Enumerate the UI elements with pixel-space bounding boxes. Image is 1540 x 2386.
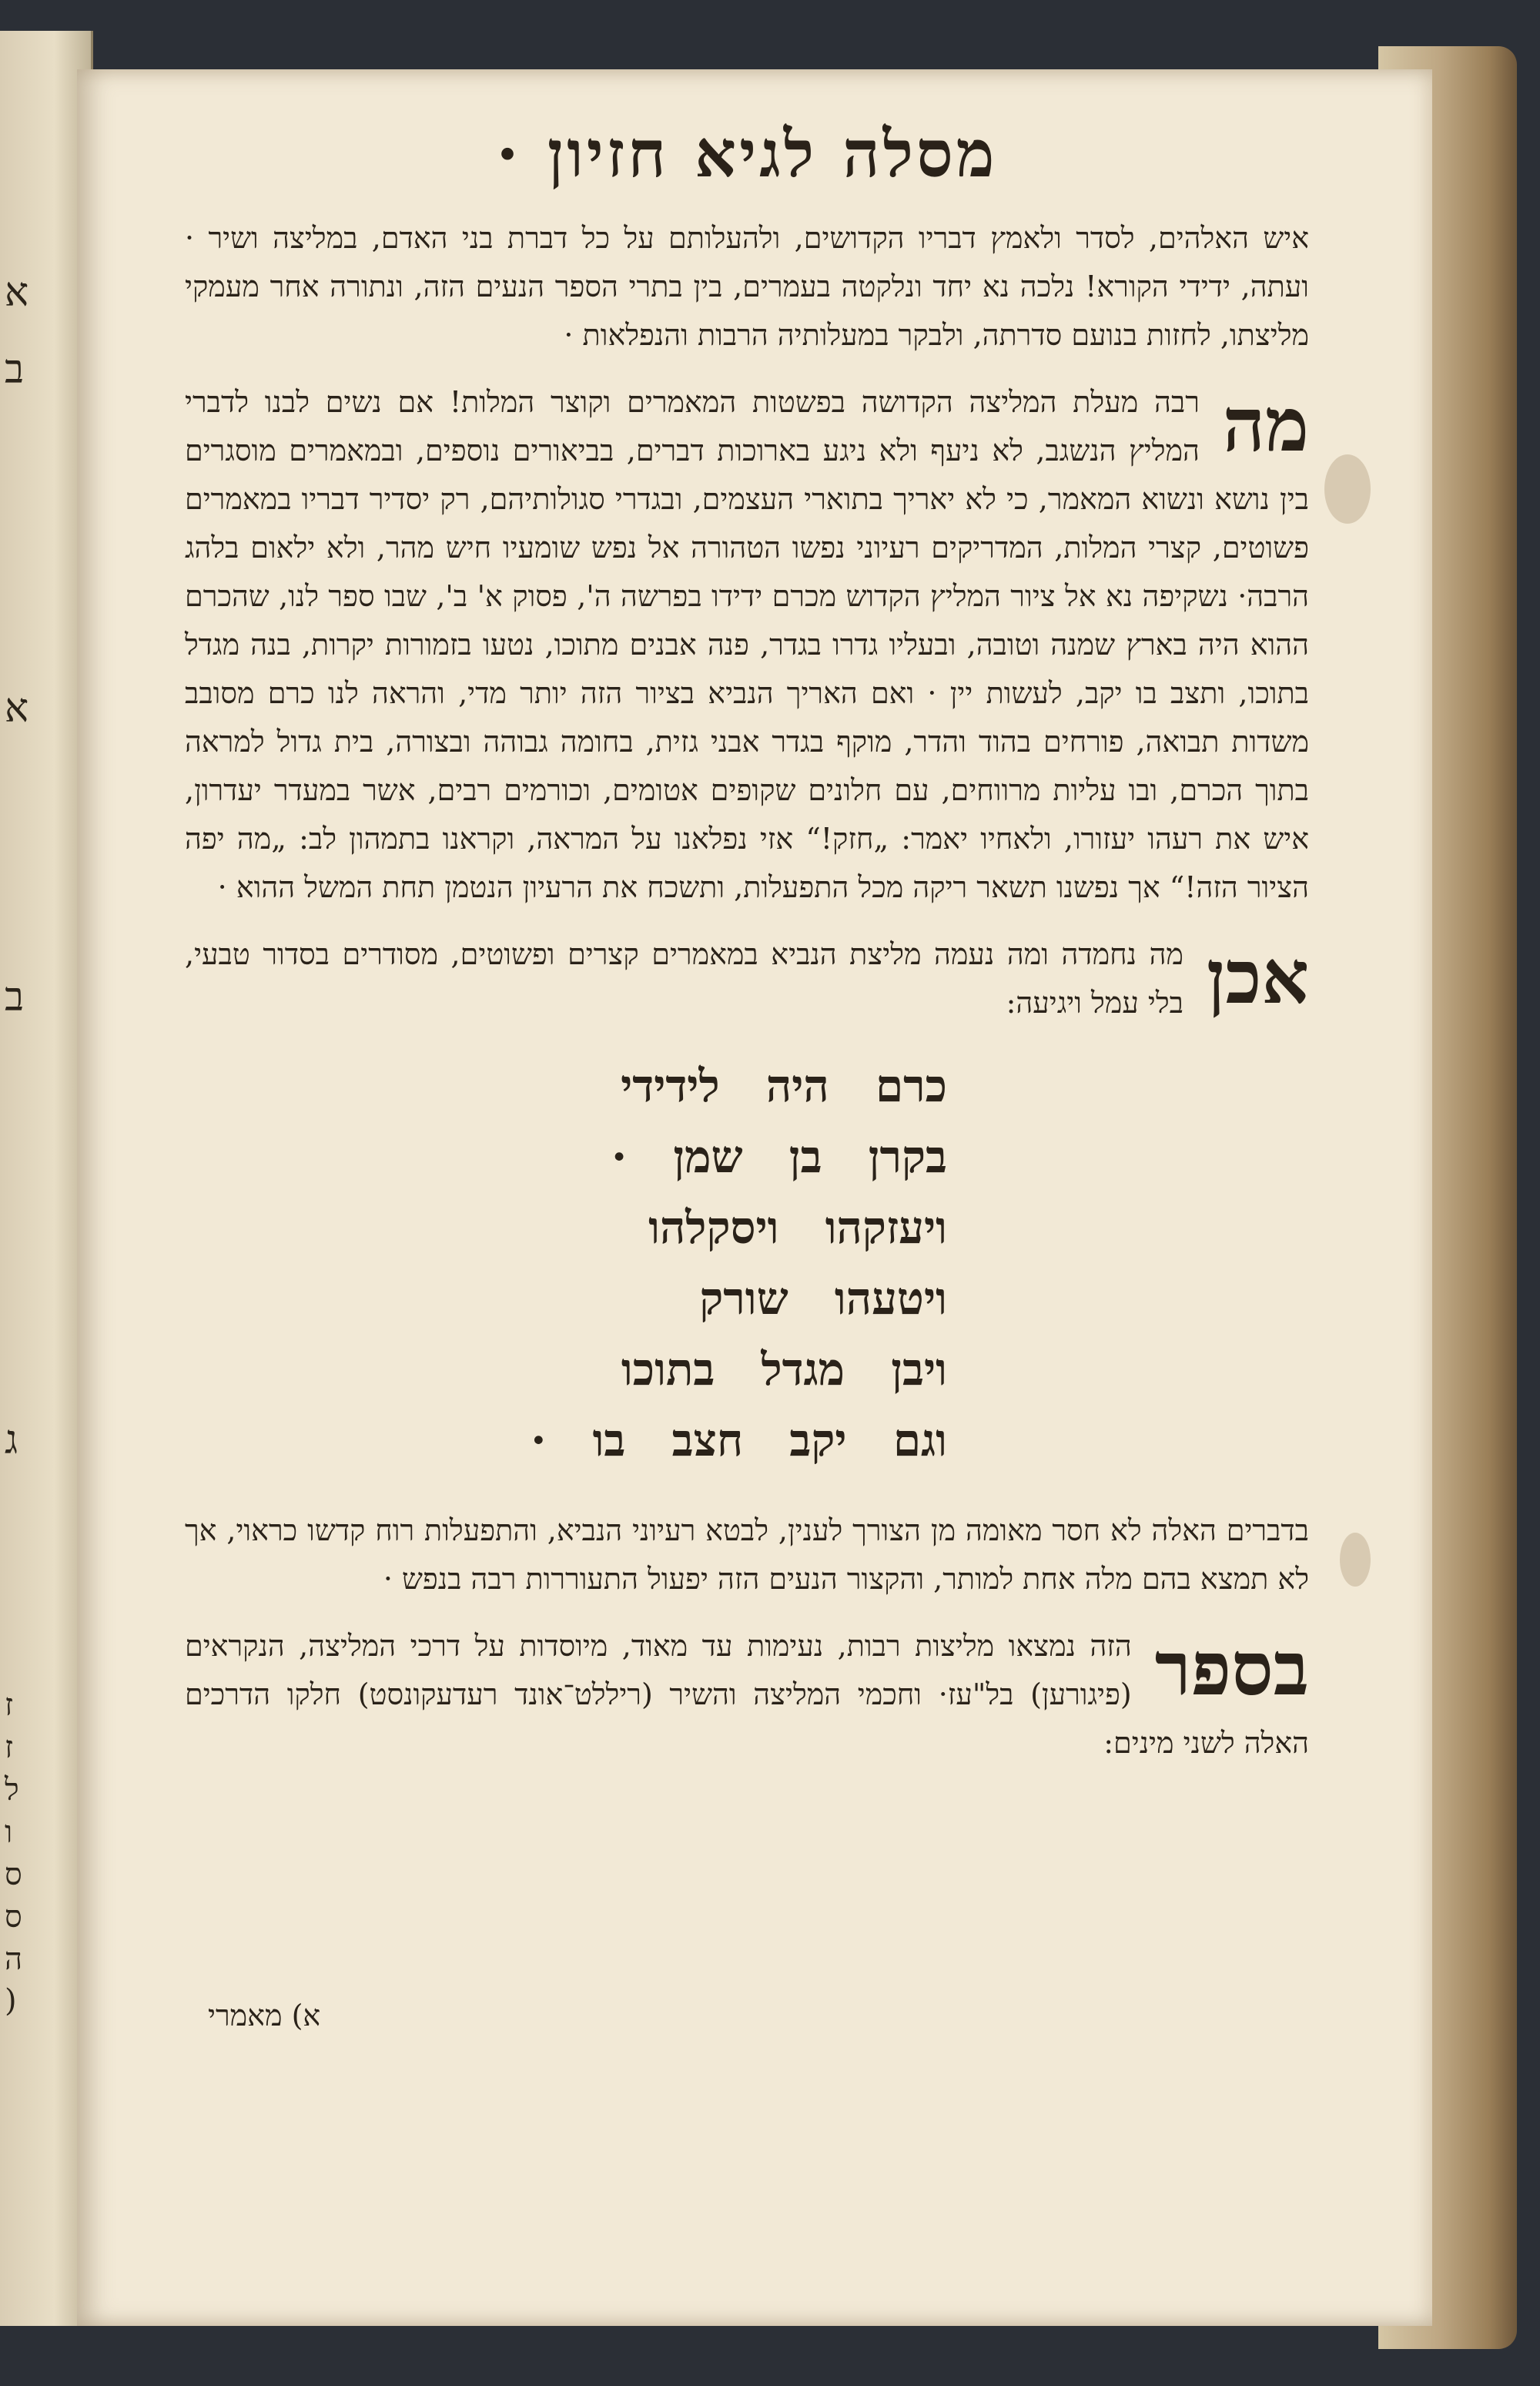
drop-word: מה xyxy=(1222,381,1309,468)
margin-letter: ז xyxy=(5,1730,14,1765)
page-title: מסלה לגיא חזיון · xyxy=(496,116,998,192)
margin-letter: ס xyxy=(5,1857,22,1892)
margin-letter: ס xyxy=(5,1899,22,1935)
drop-word: בספר xyxy=(1154,1625,1309,1712)
paper-stain xyxy=(1324,454,1371,524)
margin-letter: ב xyxy=(5,347,25,393)
margin-letter: ז xyxy=(5,1687,14,1723)
poem-line: ויטעהו שורק xyxy=(699,1272,947,1325)
catchword: א) מאמרי xyxy=(208,1999,321,2032)
intro-paragraph: איש האלהים, לסדר ולאמץ דבריו הקדושים, ולהעלותם על כל דברת בני האדם, במליצה ושיר · ועתה, ידידי הקורא! נלכה נא יחד ונלקטה בעמרים, בין בתרי הספר הנעים הזה, ונתורה אחר מעמקי מליצתו, לחזות בנועם סדרתה, ולבקר במעלותיה הרבות והנפלאות · xyxy=(185,221,1309,352)
margin-letter: א xyxy=(5,685,29,732)
paper-stain xyxy=(1340,1533,1371,1587)
section-text: מה נחמדה ומה נעמה מליצת הנביא במאמרים קצרים ופשוטים, מסודרים בסדור טבעי, בלי עמל ויגיעה: xyxy=(185,937,1183,1020)
section-text: רבה מעלת המליצה הקדושה בפשטות המאמרים וקוצר המלות! אם נשים לבנו לדברי המליץ הנשגב, לא ניעף ולא ניגע בארוכות דברים, בביאורים נוספים, ובמאמרים מוסגרים בין נושא ונשוא המאמר, כי לא יאריך בתוארי העצמים, ובגדרי סגולותיהם, רק יסדיר דבריו במאמרים פשוטים, קצרי המלות, המדריקים רעיוני נפשו הטהורה אל נפש שומעיו חיש מהר, ולא ילאום בלהג הרבה· נשקיפה נא אל ציור המליץ הקדוש מכרם ידידו בפרשה ה', פסוק א' ב', שבו ספר לנו, שהכרם ההוא היה בארץ שמנה וטובה, ובעליו גדרו בגדר, פנה אבנים מתוכו, נטעו בזמורות יקרות, בנה מגדל בתוכו, ותצב בו יקב, לעשות יין · ואם האריך הנביא בציור הזה יותר מדי, והראה לנו כרם מסובב משדות תבואה, פורחים בהוד והדר, מוקף בגדר אבני גזית, בחומה גבוהה ובצורה, בית גדול למראה בתוך הכרם, ובו עליות מרווחים, עם חלונים שקופים אטומים, וכורמים רבים, אשר במעדר יעדרון, איש את רעהו יעזורו, ולאחיו יאמר: „חזק!“ אזי נפלאנו על המראה, וקראנו בתמהון לב: „מה יפה הציור הזה!“ אך נפשנו תשאר ריקה מכל התפעלות, ותשכח את הרעיון הנטמן תחת המשל ההוא · xyxy=(185,385,1309,904)
poem-line: וגם יקב חצב בו · xyxy=(531,1414,947,1466)
section-paragraph xyxy=(185,930,1309,1027)
section-paragraph: בדברים האלה לא חסר מאומה מן הצורך לענין, לבטא רעיוני הנביא, והתפעלות רוח קדשו כראוי, אך לא תמצא בהם מלה אחת למותר, והקצור הנעים הזה יפעול התעוררות רבה בנפש · xyxy=(185,1513,1309,1596)
section-text: הזה נמצאו מליצות רבות, נעימות עד מאוד, מיוסדות על דרכי המליצה, הנקראים (פיגורען) בל"עז· וחכמי המליצה והשיר (ריללט־אונד רעדעקונסט) חלקו הדרכים האלה לשני מינים: xyxy=(185,1629,1309,1760)
margin-letter: ג xyxy=(5,1417,18,1463)
margin-letter: ב xyxy=(5,974,25,1020)
margin-letter: א xyxy=(5,270,29,316)
poem-line: ויבן מגדל בתוכו xyxy=(621,1343,947,1396)
margin-letter: ה xyxy=(5,1942,23,1977)
margin-letter: ו xyxy=(5,1815,13,1850)
poem-block xyxy=(185,1051,1309,1476)
poem-line: בקרן בן שמן · xyxy=(611,1131,947,1183)
section-paragraph xyxy=(185,1622,1309,1768)
page-text xyxy=(185,116,1309,1786)
margin-letter: ( xyxy=(5,1983,17,2019)
poem-line: ויעזקהו ויסקלהו xyxy=(648,1201,947,1254)
margin-letter: ל xyxy=(5,1772,19,1808)
drop-word: אכן xyxy=(1206,933,1309,1020)
section-paragraph xyxy=(185,378,1309,912)
poem-line: כרם היה לידידי xyxy=(621,1060,947,1112)
